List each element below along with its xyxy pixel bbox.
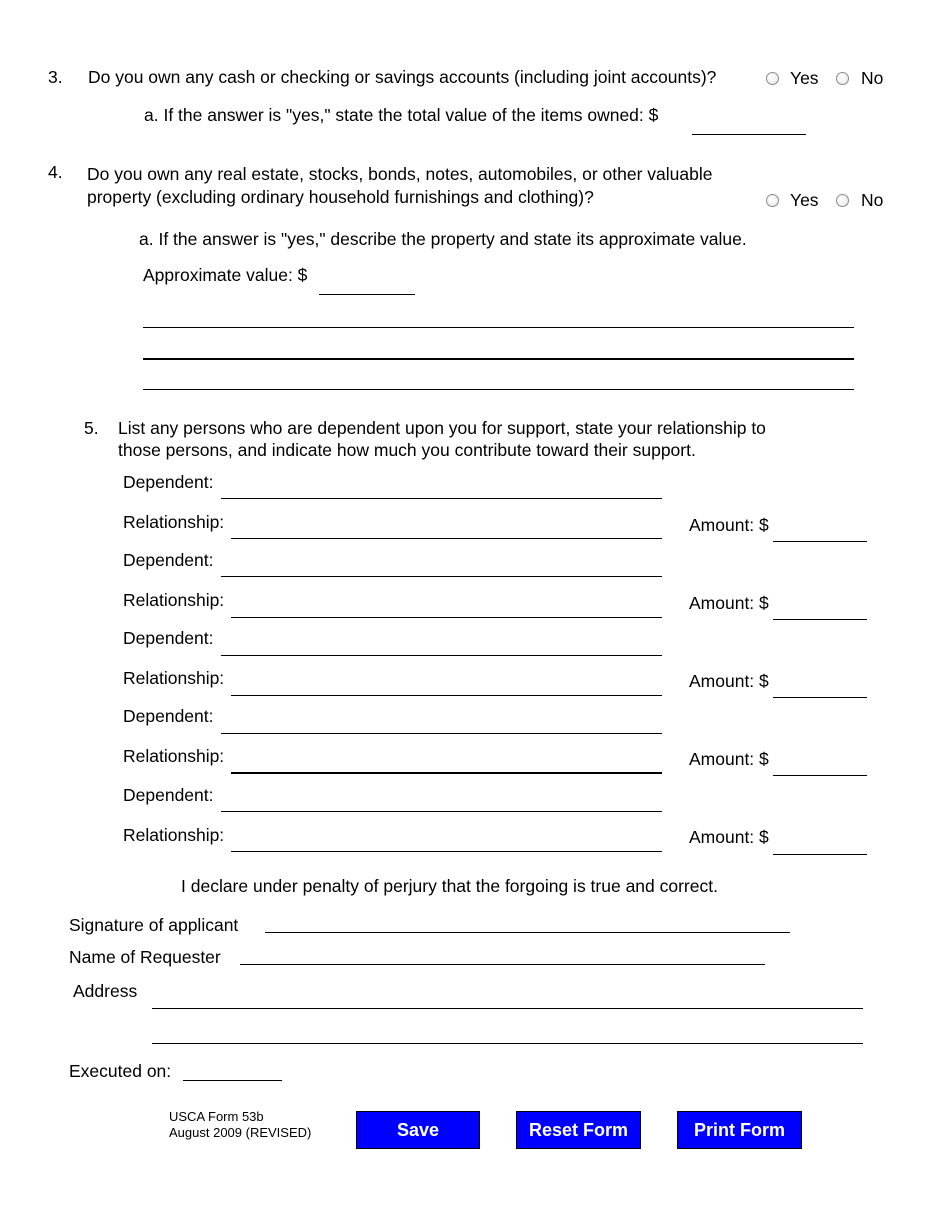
address-field-1[interactable] [152,1008,863,1009]
amount-label: Amount: $ [689,515,769,535]
amount-field-5[interactable] [773,854,867,855]
q3-no-radio[interactable] [836,72,849,85]
q4-yes-radio[interactable] [766,194,779,207]
requester-label: Name of Requester [69,947,221,967]
relationship-label: Relationship: [123,590,225,610]
amount-field-3[interactable] [773,697,867,698]
amount-label: Amount: $ [689,593,769,613]
q4-approx-value-field[interactable] [319,294,415,295]
dependent-field-3[interactable] [221,655,662,656]
amount-field-2[interactable] [773,619,867,620]
dependent-label: Dependent: [123,628,214,648]
relationship-field-3[interactable] [231,695,662,696]
q3-yes-radio[interactable] [766,72,779,85]
executed-date-field[interactable] [183,1080,282,1081]
q4-description-line-2[interactable] [143,358,854,360]
print-form-button[interactable]: Print Form [677,1111,802,1149]
relationship-label: Relationship: [123,668,225,688]
amount-field-4[interactable] [773,775,867,776]
q3-question: Do you own any cash or checking or savings accounts (including joint accounts)? [88,67,717,87]
relationship-label: Relationship: [123,512,225,532]
amount-label: Amount: $ [689,671,769,691]
dependent-field-5[interactable] [221,811,662,812]
dependent-field-2[interactable] [221,576,662,577]
q4-description-line-3[interactable] [143,389,854,390]
q4-description-line-1[interactable] [143,327,854,328]
q4-yes-label: Yes [790,190,819,210]
dependent-field-4[interactable] [221,733,662,734]
form-id: USCA Form 53b [169,1109,264,1124]
signature-field[interactable] [265,932,790,933]
q4-no-label: No [861,190,884,210]
dependent-label: Dependent: [123,785,214,805]
relationship-field-4[interactable] [231,772,662,774]
reset-form-button[interactable]: Reset Form [516,1111,641,1149]
amount-label: Amount: $ [689,827,769,847]
dependent-label: Dependent: [123,550,214,570]
amount-field-1[interactable] [773,541,867,542]
dependent-label: Dependent: [123,706,214,726]
q3-value-field[interactable] [692,134,806,135]
q4-question-line2: property (excluding ordinary household furnishings and clothing)? [87,187,594,207]
dependent-label: Dependent: [123,472,214,492]
relationship-label: Relationship: [123,746,225,766]
declaration-text: I declare under penalty of perjury that the forgoing is true and correct. [181,876,718,896]
q3-no-label: No [861,68,884,88]
amount-label: Amount: $ [689,749,769,769]
relationship-field-2[interactable] [231,617,662,618]
q4-question-line1: Do you own any real estate, stocks, bonds, notes, automobiles, or other valuable [87,164,713,184]
q4-sub-question: a. If the answer is "yes," describe the property and state its approximate value. [139,229,747,249]
relationship-field-5[interactable] [231,851,662,852]
form-revision: August 2009 (REVISED) [169,1125,312,1140]
q4-no-radio[interactable] [836,194,849,207]
address-label: Address [73,981,138,1001]
relationship-field-1[interactable] [231,538,662,539]
q3-sub-question: a. If the answer is "yes," state the total value of the items owned: $ [144,105,659,125]
executed-label: Executed on: [69,1061,172,1081]
q4-approx-label: Approximate value: $ [143,265,308,285]
q3-number: 3. [48,67,63,87]
dependent-field-1[interactable] [221,498,662,499]
q5-question-line1: List any persons who are dependent upon you for support, state your relationship to [118,418,766,438]
q5-number: 5. [84,418,99,438]
q3-yes-label: Yes [790,68,819,88]
requester-field[interactable] [240,964,765,965]
relationship-label: Relationship: [123,825,225,845]
q4-number: 4. [48,162,63,182]
address-field-2[interactable] [152,1043,863,1044]
q5-question-line2: those persons, and indicate how much you contribute toward their support. [118,440,696,460]
signature-label: Signature of applicant [69,915,239,935]
save-button[interactable]: Save [356,1111,480,1149]
